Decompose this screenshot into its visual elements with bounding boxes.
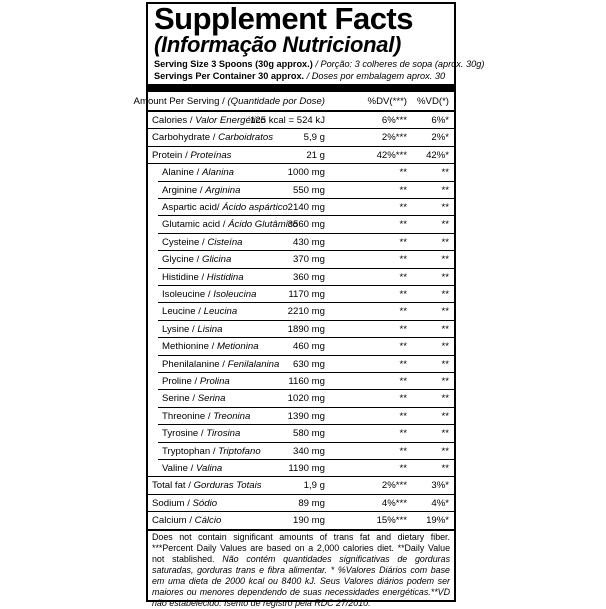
nutrient-name — [162, 408, 250, 425]
nutrient-name-en: Glutamic acid / — [162, 219, 229, 231]
nutrient-amount: 2210 mg — [287, 306, 325, 318]
nutrient-dv: 6%*** — [381, 115, 407, 126]
nutrient-name-en: Serine / — [162, 393, 198, 405]
nutrient-row — [148, 356, 454, 373]
nutrient-name-pt: Histidina — [206, 271, 244, 283]
nutrient-name-pt: Proteínas — [190, 149, 232, 161]
footnote-portuguese: Não contém quantidades significativas de gorduras saturadas, gorduras trans e fibra alimentar. * %Valores Diários com base em uma dieta de 2000 kcal ou 8400 kJ. Seus Valores diários podem ser maiores ou menores dependendo de suas necessidades energéticas.**VD não estabelecido. Isento de registro pela RDC 27/2010. — [152, 554, 451, 608]
nutrient-vd: ** — [441, 445, 449, 457]
nutrient-name — [162, 303, 237, 320]
nutrient-dv: 42%*** — [376, 149, 407, 161]
amount-per-serving-label-pt: (Quantidade por Dose) — [227, 96, 325, 107]
servings-per-container — [154, 71, 445, 82]
nutrient-dv: ** — [399, 341, 407, 353]
nutrient-dv: ** — [399, 323, 407, 335]
nutrient-vd: 19%* — [426, 515, 449, 527]
nutrient-dv: ** — [399, 184, 407, 196]
nutrient-row — [148, 112, 454, 129]
nutrient-dv: 2%*** — [381, 480, 407, 492]
nutrient-amount: 1020 mg — [287, 393, 325, 405]
nutrient-name-en: Calcium / — [152, 515, 195, 527]
nutrient-name — [162, 356, 279, 373]
column-header — [133, 94, 454, 110]
nutrient-name — [152, 512, 221, 529]
nutrient-name-pt: Glicina — [202, 254, 232, 266]
nutrient-vd: ** — [441, 410, 449, 422]
nutrient-dv: ** — [399, 445, 407, 457]
nutrient-amount: 3560 mg — [287, 219, 325, 231]
servings-per-container-label: Servings Per Container 30 approx. — [154, 71, 305, 81]
nutrient-name-en: Arginine / — [162, 184, 206, 196]
nutrient-name-pt: Leucina — [203, 306, 238, 318]
nutrient-name-pt: Cisteína — [207, 236, 243, 248]
nutrient-dv: ** — [399, 167, 407, 179]
nutrient-name-en: Proline / — [162, 376, 200, 387]
nutrient-name-pt: Cálcio — [194, 515, 222, 527]
nutrient-name — [162, 199, 288, 216]
nutrient-amount: 5,9 g — [303, 132, 325, 144]
nutrient-name-pt: Valina — [195, 463, 223, 474]
nutrient-vd: ** — [441, 323, 449, 335]
nutrient-row — [148, 269, 454, 286]
nutrient-dv: ** — [399, 236, 407, 248]
nutrient-amount: 430 mg — [293, 236, 325, 248]
footnote-english: Does not contain significant amounts of trans fat and dietary fiber. ***Percent Daily Values are based on a 2,000 calories diet. **Daily Value not stablished. — [152, 532, 450, 564]
nutrient-name-en: Phenilalanine / — [162, 358, 228, 370]
footnote — [152, 532, 450, 609]
nutrient-vd: ** — [441, 271, 449, 283]
nutrient-name-en: Isoleucine / — [162, 289, 214, 300]
nutrient-name-en: Alanine / — [162, 167, 203, 179]
nutrient-name — [152, 477, 262, 494]
nutrient-dv: ** — [399, 358, 407, 370]
nutrient-name — [162, 338, 259, 355]
nutrient-name — [162, 390, 225, 407]
nutrient-amount: 550 mg — [293, 184, 325, 196]
nutrient-row — [148, 321, 454, 338]
nutrient-amount: 21 g — [306, 149, 325, 161]
nutrient-dv: 2%*** — [381, 132, 407, 144]
nutrient-dv: ** — [399, 410, 407, 422]
supplement-facts-label — [133, 1, 485, 608]
nutrient-amount: 370 mg — [293, 254, 325, 266]
serving-size-translation: / Porção: 3 colheres de sopa (aprox. 30g) — [312, 59, 485, 69]
nutrient-vd: 6%* — [431, 115, 449, 126]
nutrient-dv: ** — [399, 428, 407, 440]
nutrient-name-en: Cysteine / — [162, 236, 208, 248]
nutrient-row — [148, 390, 454, 407]
nutrient-dv: ** — [399, 271, 407, 283]
nutrient-name-pt: Metionina — [216, 341, 259, 353]
nutrient-row — [148, 199, 454, 216]
nutrient-vd: 42%* — [426, 149, 449, 161]
nutrient-name — [162, 234, 243, 251]
nutrient-vd: 2%* — [431, 132, 449, 144]
nutrient-name — [152, 112, 266, 129]
nutrient-vd: ** — [441, 393, 449, 405]
nutrient-amount: 1190 mg — [288, 463, 325, 474]
nutrient-name — [152, 129, 273, 146]
nutrient-row — [148, 251, 454, 268]
nutrient-name — [162, 251, 231, 268]
nutrient-name-pt: Ácido Glutâmico — [228, 219, 298, 231]
nutrient-name-en: Threonine / — [162, 410, 214, 422]
nutrient-amount: 630 mg — [293, 358, 325, 370]
nutrient-row — [148, 408, 454, 425]
nutrient-vd: 3%* — [431, 480, 449, 492]
nutrient-vd: ** — [441, 167, 449, 179]
nutrient-name — [162, 286, 256, 303]
nutrient-vd: ** — [441, 202, 449, 213]
nutrient-name — [152, 147, 231, 164]
nutrient-row — [148, 147, 454, 164]
nutrient-name-pt: Carboidratos — [218, 132, 274, 144]
nutrient-name — [162, 321, 222, 338]
nutrient-name-pt: Valor Energético — [195, 115, 266, 126]
nutrient-name-en: Methionine / — [162, 341, 217, 353]
nutrient-name-pt: Prolina — [199, 376, 230, 387]
nutrient-row — [148, 303, 454, 320]
serving-size — [154, 59, 484, 70]
nutrient-row — [148, 286, 454, 303]
nutrient-row — [148, 460, 454, 477]
nutrient-name-en: Tryptophan / — [162, 445, 219, 457]
nutrient-name-pt: Treonina — [213, 410, 251, 422]
footnote-divider — [148, 529, 454, 531]
nutrient-dv: ** — [399, 393, 407, 405]
nutrient-name-en: Protein / — [152, 149, 191, 161]
nutrient-row — [148, 477, 454, 494]
nutrient-dv: ** — [399, 463, 407, 474]
nutrient-row — [148, 164, 454, 181]
nutrient-row — [148, 512, 454, 529]
nutrient-amount: 360 mg — [293, 271, 325, 283]
nutrient-name-pt: Tirosina — [206, 428, 241, 440]
nutrient-amount: 125 kcal = 524 kJ — [250, 115, 325, 126]
nutrient-vd: ** — [441, 341, 449, 353]
nutrient-name-pt: Fenilalanina — [227, 358, 280, 370]
nutrient-row — [148, 129, 454, 146]
nutrient-vd: ** — [441, 236, 449, 248]
nutrient-name-pt: Ácido aspártico — [222, 202, 288, 213]
nutrient-name — [162, 164, 234, 181]
nutrient-name-en: Total fat / — [152, 480, 194, 492]
nutrient-name — [162, 216, 298, 233]
nutrient-name — [162, 182, 240, 199]
nutrient-name — [162, 443, 261, 460]
nutrient-amount: 190 mg — [293, 515, 325, 527]
nutrient-name — [162, 269, 244, 286]
nutrient-vd: 4%* — [431, 497, 449, 509]
nutrient-amount: 1,9 g — [303, 480, 325, 492]
amount-per-serving-label: Amount Per Serving / — [133, 96, 228, 107]
nutrient-vd: ** — [441, 358, 449, 370]
nutrient-row — [148, 443, 454, 460]
nutrient-dv: 4%*** — [381, 497, 407, 509]
nutrient-name — [162, 373, 230, 390]
dv-header: %DV(***) — [367, 96, 407, 107]
nutrient-name-pt: Alanina — [202, 167, 235, 179]
nutrient-dv: ** — [399, 202, 407, 213]
nutrient-name-pt: Arginina — [205, 184, 241, 196]
nutrient-amount: 580 mg — [293, 428, 325, 440]
nutrient-name — [162, 460, 222, 477]
nutrient-row — [148, 495, 454, 512]
nutrient-amount: 89 mg — [298, 497, 325, 509]
nutrient-amount: 460 mg — [293, 341, 325, 353]
nutrient-name-en: Valine / — [162, 463, 196, 474]
thick-divider — [148, 84, 454, 92]
nutrient-name-en: Aspartic acid/ — [162, 202, 223, 213]
nutrient-name-pt: Serina — [197, 393, 226, 405]
nutrient-dv: ** — [399, 219, 407, 231]
nutrient-name — [162, 425, 240, 442]
nutrient-row — [148, 216, 454, 233]
nutrient-amount: 2140 mg — [287, 202, 325, 213]
nutrient-dv: ** — [399, 289, 407, 300]
label-title: Supplement Facts — [154, 1, 413, 36]
nutrient-name-pt: Triptofano — [218, 445, 261, 457]
nutrient-name-en: Carbohydrate / — [152, 132, 219, 144]
nutrient-name-en: Calories / — [152, 115, 196, 126]
nutrient-amount: 1390 mg — [287, 410, 325, 422]
nutrient-vd: ** — [441, 289, 449, 300]
nutrient-row — [148, 234, 454, 251]
nutrient-vd: ** — [441, 254, 449, 266]
nutrient-name-pt: Sódio — [192, 497, 218, 509]
nutrient-name-en: Histidine / — [162, 271, 207, 283]
nutrient-vd: ** — [441, 376, 449, 387]
nutrient-name-en: Leucine / — [162, 306, 204, 318]
nutrient-dv: ** — [399, 306, 407, 318]
nutrient-amount: 1890 mg — [287, 323, 325, 335]
serving-size-label: Serving Size 3 Spoons (30g approx.) — [154, 59, 313, 69]
amount-per-serving-header — [134, 94, 325, 110]
nutrient-amount: 340 mg — [293, 445, 325, 457]
nutrient-dv: ** — [399, 254, 407, 266]
nutrient-row — [148, 338, 454, 355]
nutrient-row — [148, 425, 454, 442]
nutrient-name-en: Lysine / — [162, 323, 198, 335]
nutrient-name-pt: Lisina — [197, 323, 223, 335]
nutrient-name-en: Tyrosine / — [162, 428, 207, 440]
nutrient-vd: ** — [441, 184, 449, 196]
nutrient-name-en: Sodium / — [152, 497, 193, 509]
nutrient-amount: 1000 mg — [287, 167, 325, 179]
nutrient-name — [152, 495, 217, 512]
vd-header: %VD(*) — [417, 96, 449, 107]
nutrient-row — [148, 182, 454, 199]
nutrient-name-pt: Isoleucina — [213, 289, 257, 300]
nutrient-row — [148, 373, 454, 390]
nutrient-amount: 1160 mg — [288, 376, 325, 387]
nutrient-name-en: Glycine / — [162, 254, 202, 266]
label-subtitle: (Informação Nutricional) — [154, 32, 402, 57]
nutrient-vd: ** — [441, 219, 449, 231]
nutrient-amount: 1170 mg — [288, 289, 325, 300]
nutrient-name-pt: Gorduras Totais — [193, 480, 262, 492]
nutrient-dv: ** — [399, 376, 407, 387]
nutrient-vd: ** — [441, 463, 449, 474]
nutrient-vd: ** — [441, 306, 449, 318]
servings-per-container-translation: / Doses por embalagem aprox. 30 — [304, 71, 446, 81]
nutrient-dv: 15%*** — [376, 515, 407, 527]
nutrient-vd: ** — [441, 428, 449, 440]
